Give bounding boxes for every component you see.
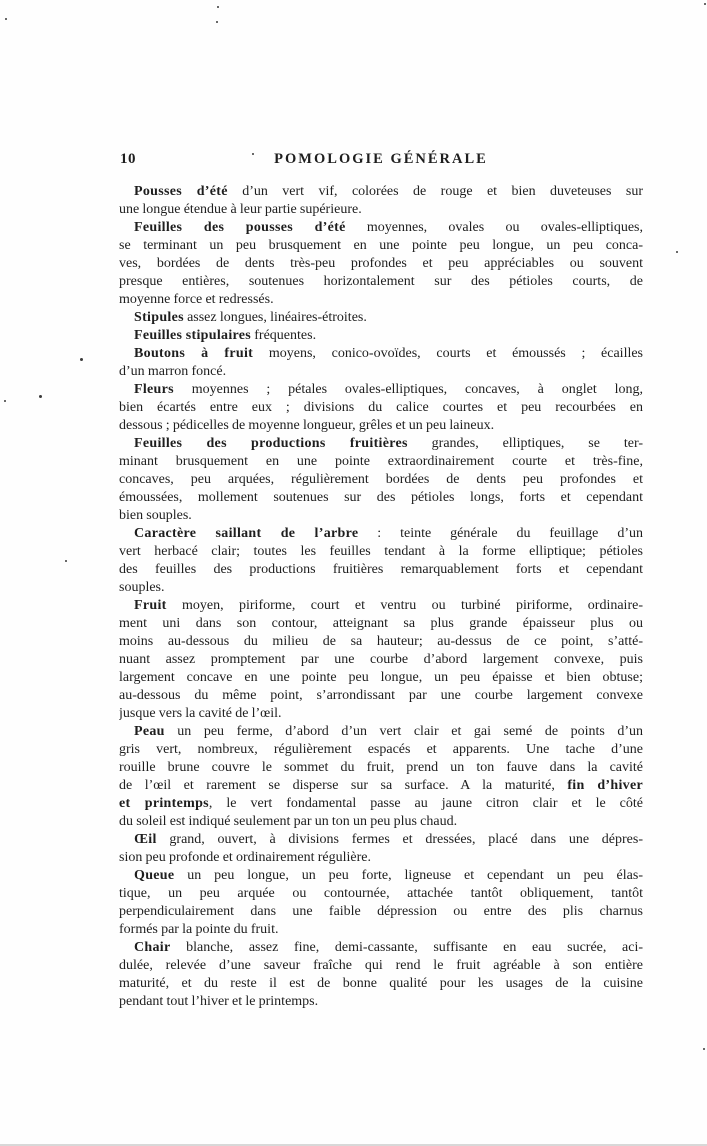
scan-speck	[80, 358, 83, 361]
text-segment: rouille brune couvre le sommet du fruit, prend un ton fauve dans la cavité	[119, 760, 643, 775]
text-segment: largement concave en une pointe peu longue, un peu épaisse et bien obtuse;	[119, 670, 643, 685]
text-segment: du soleil est indiqué seulement par un ton un peu plus chaud.	[119, 814, 458, 829]
paragraph-feuilles-pousses-dete	[119, 219, 643, 309]
scan-speck	[703, 1048, 705, 1050]
text-line	[119, 381, 643, 399]
text-line	[119, 669, 643, 687]
text-line	[119, 885, 643, 903]
text-line	[119, 417, 643, 435]
text-line	[119, 399, 643, 417]
text-segment: d’un vert vif, colorées de rouge et bien duveteuses sur	[227, 184, 643, 199]
text-line	[119, 471, 643, 489]
text-line	[119, 201, 643, 219]
text-line	[119, 219, 643, 237]
bold-term: Chair	[134, 940, 171, 955]
text-line	[119, 597, 643, 615]
bold-term: Œil	[134, 832, 157, 847]
text-line	[119, 921, 643, 939]
text-line	[119, 651, 643, 669]
paragraph-fleurs	[119, 381, 643, 435]
text-line	[119, 957, 643, 975]
paragraph-oeil	[119, 831, 643, 867]
text-line	[119, 705, 643, 723]
text-segment: maturité, et du reste il est de bonne qualité pour les usages de la cuisine	[119, 976, 643, 991]
text-segment: tique, un peu arquée ou contournée, attachée tantôt obliquement, tantôt	[119, 886, 643, 901]
text-line	[119, 975, 643, 993]
text-segment: grandes, elliptiques, se ter-	[407, 436, 643, 451]
page-number: 10	[120, 151, 136, 167]
text-line	[119, 525, 643, 543]
paragraph-chair	[119, 939, 643, 1011]
text-segment: presque entières, soutenues horizontalement sur des pétioles courts, de	[119, 274, 643, 289]
paragraph-peau	[119, 723, 643, 831]
text-line	[119, 777, 643, 795]
text-segment: formés par la pointe du fruit.	[119, 922, 279, 937]
text-segment: moyennes, ovales ou ovales-elliptiques,	[345, 220, 643, 235]
text-segment: souples.	[119, 580, 165, 595]
paragraph-fruit	[119, 597, 643, 723]
text-line	[119, 759, 643, 777]
bold-term: Stipules	[134, 310, 184, 325]
text-segment: au-dessous du même point, s’arrondissant par une courbe largement convexe	[119, 688, 643, 703]
text-line	[119, 579, 643, 597]
text-line	[119, 507, 643, 525]
text-segment: ves, bordées de dents très-peu profondes et peu appréciables ou souvent	[119, 256, 643, 271]
text-segment: moyen, piriforme, court et ventru ou turbiné piriforme, ordinaire-	[166, 598, 643, 613]
text-segment: nuant assez promptement par une courbe d’abord largement convexe, puis	[119, 652, 643, 667]
text-segment: moyennes ; pétales ovales-elliptiques, concaves, à onglet long,	[173, 382, 643, 397]
text-segment: grand, ouvert, à divisions fermes et dressées, placé dans une dépres-	[156, 832, 643, 847]
text-line	[119, 993, 643, 1011]
text-line	[119, 561, 643, 579]
text-line	[119, 867, 643, 885]
text-segment: des feuilles des productions fruitières remarquablement forts et cependant	[119, 562, 643, 577]
text-line	[119, 687, 643, 705]
text-segment: concaves, peu arquées, régulièrement bordées de dents peu profondes et	[119, 472, 643, 487]
text-line	[119, 237, 643, 255]
text-line	[119, 183, 643, 201]
text-line	[119, 633, 643, 651]
text-segment: moyenne force et redressés.	[119, 292, 274, 307]
text-line	[119, 435, 643, 453]
text-segment: gris vert, nombreux, régulièrement espacés et apparents. Une tache d’une	[119, 742, 643, 757]
scan-speck	[704, 3, 706, 5]
text-segment: moyens, conico-ovoïdes, courts et émoussés ; écailles	[253, 346, 643, 361]
scan-speck	[39, 395, 42, 398]
scan-speck	[676, 251, 678, 253]
text-segment: , le vert fondamental passe au jaune citron clair et le côté	[208, 796, 643, 811]
text-segment: : teinte générale du feuillage d’un	[358, 526, 643, 541]
paragraph-boutons-a-fruit	[119, 345, 643, 381]
scan-speck	[216, 21, 218, 23]
bold-term: Queue	[134, 868, 175, 883]
text-segment: jusque vers la cavité de l’œil.	[119, 706, 282, 721]
text-line	[119, 255, 643, 273]
text-line	[119, 831, 643, 849]
text-line	[119, 345, 643, 363]
bold-term: Peau	[134, 724, 165, 739]
text-segment: émoussées, mollement soutenues sur des pétioles longs, forts et cependant	[119, 490, 643, 505]
text-line	[119, 453, 643, 471]
text-segment: minant brusquement en une pointe extraordinairement courte et très-fine,	[119, 454, 643, 469]
text-segment: bien souples.	[119, 508, 192, 523]
scan-speck	[252, 153, 254, 155]
scan-speck	[65, 560, 67, 562]
bold-term: et printemps	[119, 796, 209, 811]
text-segment: vert herbacé clair; toutes les feuilles tendant à la forme elliptique; pétioles	[119, 544, 643, 559]
bold-term: Feuilles des productions fruitières	[134, 436, 408, 451]
bold-term: fin d’hiver	[567, 778, 643, 793]
text-line	[119, 273, 643, 291]
text-segment: d’un marron foncé.	[119, 364, 227, 379]
text-line	[119, 489, 643, 507]
text-segment: de l’œil et rarement se disperse sur sa surface. A la maturité,	[119, 778, 568, 793]
text-segment: se terminant un peu brusquement en une pointe peu longue, un peu conca-	[119, 238, 643, 253]
text-line	[119, 795, 643, 813]
scan-speck	[5, 18, 7, 20]
text-segment: une longue étendue à leur partie supérieure.	[119, 202, 362, 217]
text-line	[119, 741, 643, 759]
bold-term: Boutons à fruit	[134, 346, 254, 361]
bold-term: Feuilles stipulaires	[134, 328, 252, 343]
bold-term: Feuilles des pousses d’été	[134, 220, 346, 235]
text-segment: dessous ; pédicelles de moyenne longueur, grêles et un peu laineux.	[119, 418, 495, 433]
paragraph-pousses-dete	[119, 183, 643, 219]
bold-term: Fleurs	[134, 382, 174, 397]
text-line	[119, 849, 643, 867]
text-segment: ment uni dans son contour, atteignant sa plus grande épaisseur plus ou	[119, 616, 643, 631]
text-segment: dulée, relevée d’une saveur fraîche qui rend le fruit agréable à son entière	[119, 958, 643, 973]
paragraph-queue	[119, 867, 643, 939]
text-line	[119, 903, 643, 921]
text-line	[119, 723, 643, 741]
running-title: POMOLOGIE GÉNÉRALE	[274, 151, 488, 167]
bold-term: Fruit	[134, 598, 167, 613]
scan-speck	[217, 6, 219, 8]
text-segment: un peu ferme, d’abord d’un vert clair et gai semé de points d’un	[164, 724, 643, 739]
paragraph-feuilles-productions-fruitieres	[119, 435, 643, 525]
text-line	[119, 543, 643, 561]
text-line	[119, 363, 643, 381]
bold-term: Caractère saillant de l’arbre	[134, 526, 359, 541]
text-line	[119, 327, 643, 345]
text-line	[119, 939, 643, 957]
text-segment: blanche, assez fine, demi-cassante, suffisante en eau sucrée, aci-	[170, 940, 643, 955]
text-segment: bien écartés entre eux ; divisions du calice courtes et peu recourbées en	[119, 400, 643, 415]
text-segment: fréquentes.	[251, 328, 317, 343]
paragraph-caractere-saillant-arbre	[119, 525, 643, 597]
text-line	[119, 813, 643, 831]
text-line	[119, 309, 643, 327]
text-line	[119, 615, 643, 633]
bold-term: Pousses d’été	[134, 184, 228, 199]
paragraph-stipules	[119, 309, 643, 327]
text-segment: un peu longue, un peu forte, ligneuse et cependant un peu élas-	[174, 868, 643, 883]
text-line	[119, 291, 643, 309]
text-segment: sion peu profonde et ordinairement régulière.	[119, 850, 371, 865]
text-block	[119, 183, 643, 1011]
text-segment: perpendiculairement dans une faible dépression ou entre des plis charnus	[119, 904, 643, 919]
scan-speck	[4, 400, 6, 402]
text-segment: moins au-dessous du milieu de sa hauteur; au-dessus de ce point, s’atté-	[119, 634, 643, 649]
text-segment: pendant tout l’hiver et le printemps.	[119, 994, 319, 1009]
paragraph-feuilles-stipulaires	[119, 327, 643, 345]
text-segment: assez longues, linéaires-étroites.	[183, 310, 367, 325]
